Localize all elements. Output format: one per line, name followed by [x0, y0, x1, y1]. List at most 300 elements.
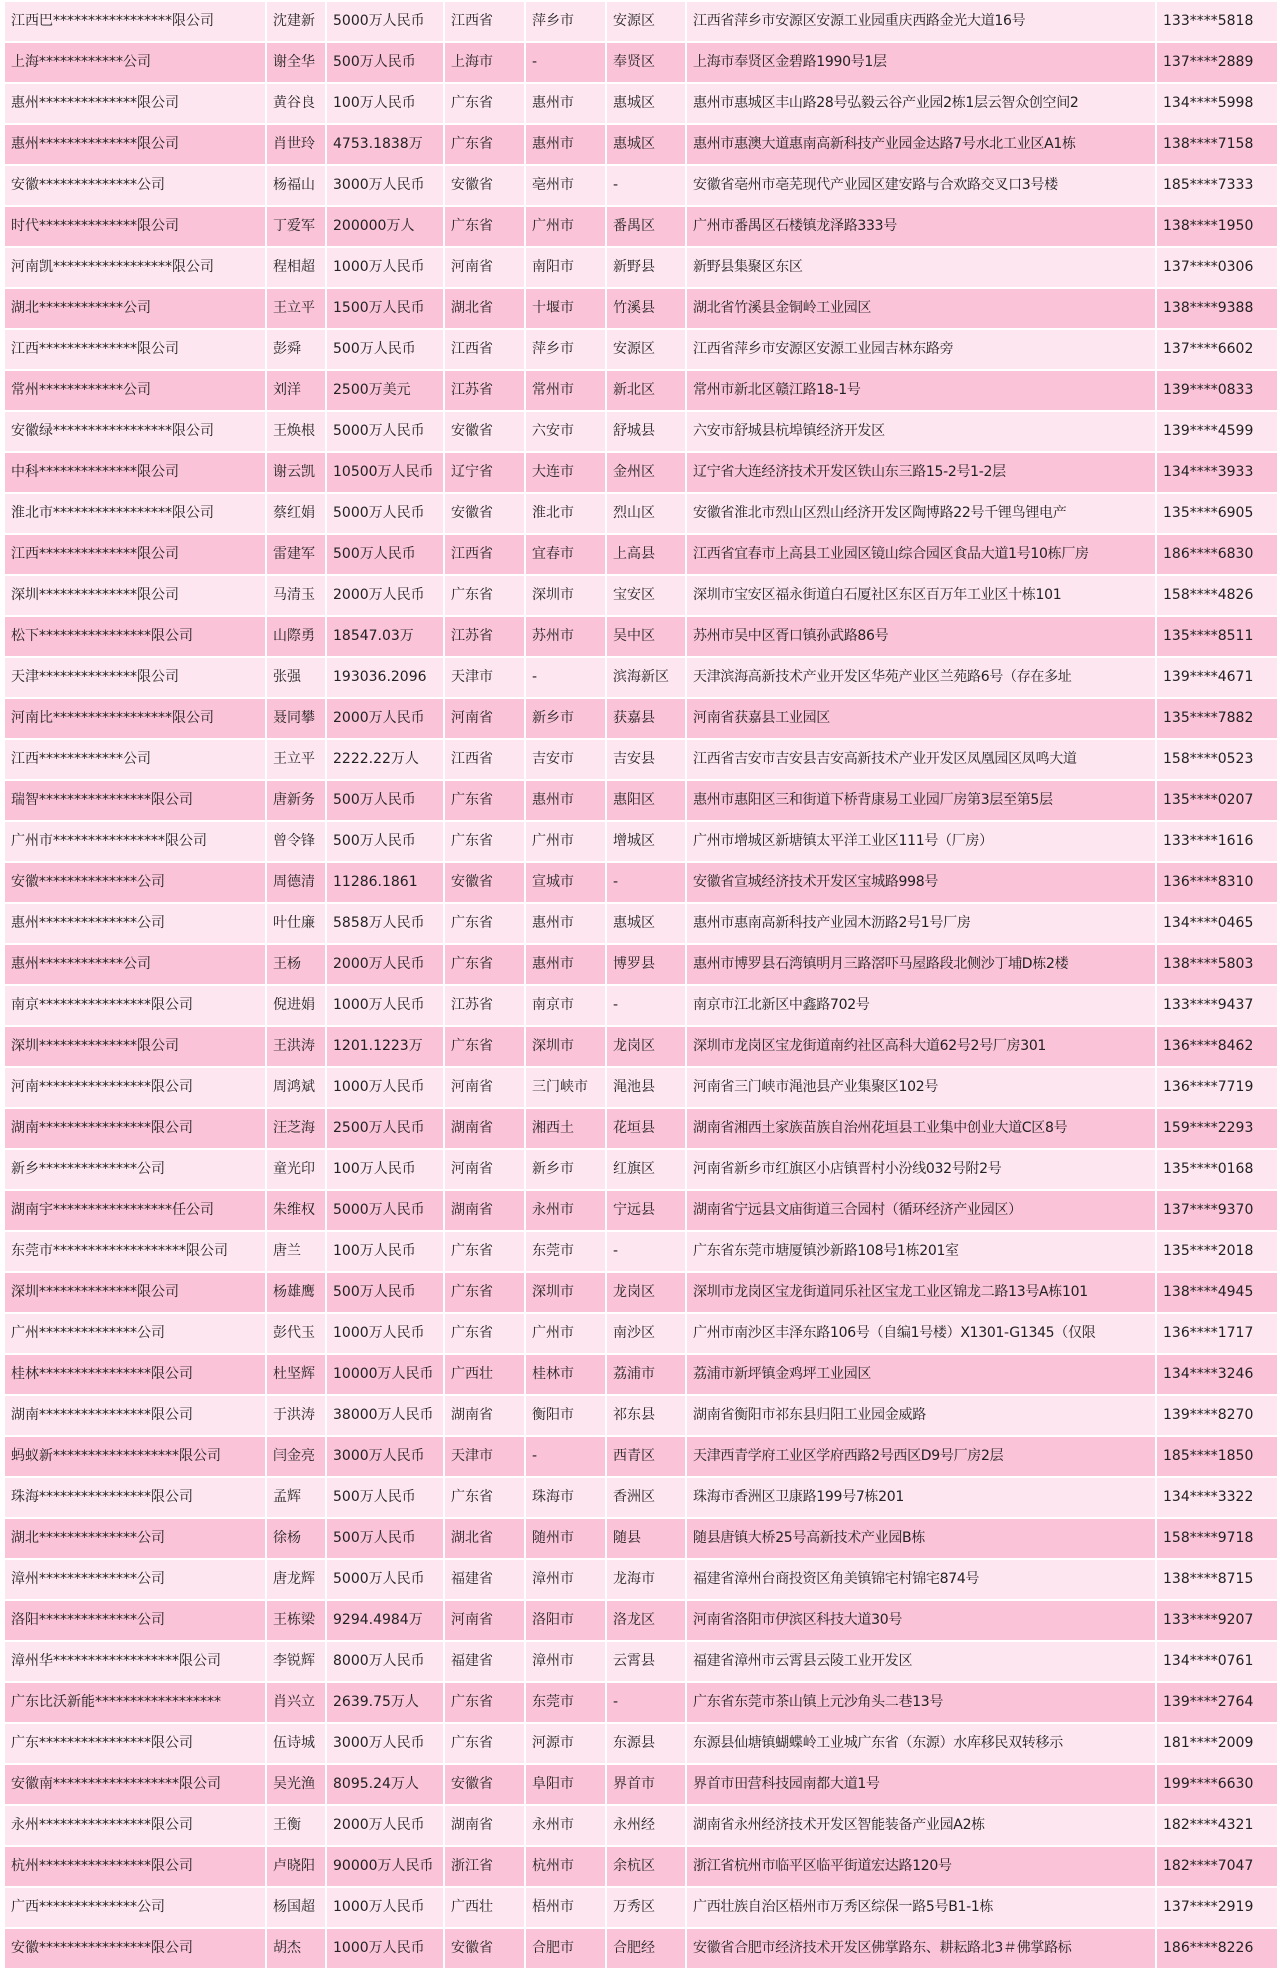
table-row	[4, 944, 1278, 985]
province-cell: 安徽省	[444, 411, 525, 452]
city-cell: 深圳市	[525, 1272, 606, 1313]
phone-cell: 158****9718	[1156, 1518, 1278, 1559]
province-cell: 江西省	[444, 534, 525, 575]
district-cell: 增城区	[606, 821, 686, 862]
district-cell: 界首市	[606, 1764, 686, 1805]
address-cell: 界首市田营科技园南都大道1号	[686, 1764, 1156, 1805]
district-cell: 余杭区	[606, 1846, 686, 1887]
registered-capital-cell: 200000万人	[326, 206, 444, 247]
province-cell: 广东省	[444, 575, 525, 616]
province-cell: 广东省	[444, 1026, 525, 1067]
phone-cell: 138****9388	[1156, 288, 1278, 329]
phone-cell: 137****2889	[1156, 42, 1278, 83]
city-cell: 永州市	[525, 1805, 606, 1846]
phone-cell: 134****3933	[1156, 452, 1278, 493]
province-cell: 河南省	[444, 698, 525, 739]
registered-capital-cell: 10500万人民币	[326, 452, 444, 493]
address-cell: 深圳市龙岗区宝龙街道同乐社区宝龙工业区锦龙二路13号A栋101	[686, 1272, 1156, 1313]
legal-rep-cell: 丁爱军	[266, 206, 326, 247]
company-name-cell: 新乡**************公司	[4, 1149, 266, 1190]
district-cell: 东源县	[606, 1723, 686, 1764]
district-cell: -	[606, 1231, 686, 1272]
registered-capital-cell: 9294.4984万	[326, 1600, 444, 1641]
province-cell: 江西省	[444, 739, 525, 780]
phone-cell: 136****1717	[1156, 1313, 1278, 1354]
legal-rep-cell: 王立平	[266, 288, 326, 329]
city-cell: 宣城市	[525, 862, 606, 903]
city-cell: 漳州市	[525, 1641, 606, 1682]
company-name-cell: 江西************公司	[4, 739, 266, 780]
legal-rep-cell: 闫金亮	[266, 1436, 326, 1477]
legal-rep-cell: 唐龙辉	[266, 1559, 326, 1600]
registered-capital-cell: 4753.1838万	[326, 124, 444, 165]
legal-rep-cell: 杨雄鹰	[266, 1272, 326, 1313]
company-name-cell: 安徽南******************限公司	[4, 1764, 266, 1805]
province-cell: 广东省	[444, 83, 525, 124]
district-cell: 上高县	[606, 534, 686, 575]
registered-capital-cell: 5000万人民币	[326, 493, 444, 534]
address-cell: 湖南省湘西土家族苗族自治州花垣县工业集中创业大道C区8号	[686, 1108, 1156, 1149]
registered-capital-cell: 500万人民币	[326, 1477, 444, 1518]
registered-capital-cell: 10000万人民币	[326, 1354, 444, 1395]
registered-capital-cell: 500万人民币	[326, 821, 444, 862]
phone-cell: 137****0306	[1156, 247, 1278, 288]
legal-rep-cell: 叶仕廉	[266, 903, 326, 944]
registered-capital-cell: 3000万人民币	[326, 1723, 444, 1764]
phone-cell: 138****1950	[1156, 206, 1278, 247]
legal-rep-cell: 童光印	[266, 1149, 326, 1190]
company-name-cell: 江西**************限公司	[4, 534, 266, 575]
table-row	[4, 1477, 1278, 1518]
province-cell: 湖南省	[444, 1190, 525, 1231]
district-cell: 宁远县	[606, 1190, 686, 1231]
province-cell: 天津市	[444, 1436, 525, 1477]
registered-capital-cell: 11286.1861	[326, 862, 444, 903]
table-row	[4, 1354, 1278, 1395]
company-name-cell: 永州****************限公司	[4, 1805, 266, 1846]
district-cell: 安源区	[606, 1, 686, 42]
legal-rep-cell: 张强	[266, 657, 326, 698]
district-cell: 金州区	[606, 452, 686, 493]
district-cell: 惠阳区	[606, 780, 686, 821]
company-name-cell: 湖南****************限公司	[4, 1108, 266, 1149]
legal-rep-cell: 聂同攀	[266, 698, 326, 739]
registered-capital-cell: 2000万人民币	[326, 698, 444, 739]
registered-capital-cell: 1000万人民币	[326, 1313, 444, 1354]
table-row	[4, 1887, 1278, 1928]
legal-rep-cell: 吴光渔	[266, 1764, 326, 1805]
province-cell: 安徽省	[444, 1928, 525, 1969]
registered-capital-cell: 38000万人民币	[326, 1395, 444, 1436]
city-cell: 广州市	[525, 1313, 606, 1354]
province-cell: 广东省	[444, 124, 525, 165]
table-row	[4, 1723, 1278, 1764]
district-cell: -	[606, 165, 686, 206]
district-cell: 祁东县	[606, 1395, 686, 1436]
province-cell: 福建省	[444, 1641, 525, 1682]
address-cell: 深圳市宝安区福永街道白石厦社区东区百万年工业区十栋101	[686, 575, 1156, 616]
district-cell: 吉安县	[606, 739, 686, 780]
city-cell: -	[525, 42, 606, 83]
registered-capital-cell: 8000万人民币	[326, 1641, 444, 1682]
legal-rep-cell: 谢云凯	[266, 452, 326, 493]
city-cell: 惠州市	[525, 124, 606, 165]
table-row	[4, 1436, 1278, 1477]
table-row	[4, 1805, 1278, 1846]
address-cell: 天津西青学府工业区学府西路2号西区D9号厂房2层	[686, 1436, 1156, 1477]
district-cell: 南沙区	[606, 1313, 686, 1354]
table-row	[4, 1231, 1278, 1272]
registered-capital-cell: 2000万人民币	[326, 575, 444, 616]
table-row	[4, 1190, 1278, 1231]
city-cell: 惠州市	[525, 903, 606, 944]
registered-capital-cell: 1201.1223万	[326, 1026, 444, 1067]
table-row	[4, 206, 1278, 247]
phone-cell: 135****8511	[1156, 616, 1278, 657]
province-cell: 广西壮	[444, 1354, 525, 1395]
table-row	[4, 1395, 1278, 1436]
province-cell: 江苏省	[444, 985, 525, 1026]
registered-capital-cell: 100万人民币	[326, 83, 444, 124]
phone-cell: 134****3322	[1156, 1477, 1278, 1518]
company-name-cell: 洛阳**************公司	[4, 1600, 266, 1641]
legal-rep-cell: 王栋梁	[266, 1600, 326, 1641]
province-cell: 广东省	[444, 1231, 525, 1272]
district-cell: 渑池县	[606, 1067, 686, 1108]
company-name-cell: 珠海****************限公司	[4, 1477, 266, 1518]
province-cell: 河南省	[444, 1149, 525, 1190]
phone-cell: 158****0523	[1156, 739, 1278, 780]
table-row	[4, 329, 1278, 370]
registered-capital-cell: 1000万人民币	[326, 985, 444, 1026]
address-cell: 珠海市香洲区卫康路199号7栋201	[686, 1477, 1156, 1518]
city-cell: 萍乡市	[525, 1, 606, 42]
city-cell: 广州市	[525, 206, 606, 247]
registered-capital-cell: 5000万人民币	[326, 411, 444, 452]
registered-capital-cell: 2500万人民币	[326, 1108, 444, 1149]
province-cell: 广东省	[444, 1272, 525, 1313]
address-cell: 江西省萍乡市安源区安源工业园吉林东路旁	[686, 329, 1156, 370]
company-name-cell: 杭州****************限公司	[4, 1846, 266, 1887]
phone-cell: 138****5803	[1156, 944, 1278, 985]
province-cell: 安徽省	[444, 1764, 525, 1805]
phone-cell: 186****8226	[1156, 1928, 1278, 1969]
district-cell: -	[606, 985, 686, 1026]
address-cell: 广州市南沙区丰泽东路106号（自编1号楼）X1301-G1345（仅限	[686, 1313, 1156, 1354]
table-row	[4, 493, 1278, 534]
registered-capital-cell: 2000万人民币	[326, 944, 444, 985]
table-row	[4, 534, 1278, 575]
legal-rep-cell: 杨福山	[266, 165, 326, 206]
phone-cell: 185****7333	[1156, 165, 1278, 206]
phone-cell: 136****8462	[1156, 1026, 1278, 1067]
phone-cell: 138****7158	[1156, 124, 1278, 165]
company-name-cell: 湖北**************公司	[4, 1518, 266, 1559]
phone-cell: 137****6602	[1156, 329, 1278, 370]
company-name-cell: 河南比*****************限公司	[4, 698, 266, 739]
company-name-cell: 河南凯*****************限公司	[4, 247, 266, 288]
registered-capital-cell: 5000万人民币	[326, 1190, 444, 1231]
city-cell: 亳州市	[525, 165, 606, 206]
table-row	[4, 1026, 1278, 1067]
table-row	[4, 1149, 1278, 1190]
registered-capital-cell: 2222.22万人	[326, 739, 444, 780]
company-name-cell: 南京****************限公司	[4, 985, 266, 1026]
company-name-cell: 广州**************公司	[4, 1313, 266, 1354]
address-cell: 湖南省永州经济技术开发区智能装备产业园A2栋	[686, 1805, 1156, 1846]
legal-rep-cell: 蔡红娟	[266, 493, 326, 534]
registered-capital-cell: 500万人民币	[326, 1272, 444, 1313]
address-cell: 浙江省杭州市临平区临平街道宏达路120号	[686, 1846, 1156, 1887]
phone-cell: 182****7047	[1156, 1846, 1278, 1887]
registered-capital-cell: 8095.24万人	[326, 1764, 444, 1805]
address-cell: 新野县集聚区东区	[686, 247, 1156, 288]
district-cell: 龙海市	[606, 1559, 686, 1600]
district-cell: 龙岗区	[606, 1272, 686, 1313]
province-cell: 广东省	[444, 944, 525, 985]
address-cell: 安徽省宣城经济技术开发区宝城路998号	[686, 862, 1156, 903]
address-cell: 惠州市惠澳大道惠南高新科技产业园金达路7号水北工业区A1栋	[686, 124, 1156, 165]
address-cell: 随县唐镇大桥25号高新技术产业园B栋	[686, 1518, 1156, 1559]
company-name-cell: 漳州华******************限公司	[4, 1641, 266, 1682]
address-cell: 南京市江北新区中鑫路702号	[686, 985, 1156, 1026]
legal-rep-cell: 汪芝海	[266, 1108, 326, 1149]
address-cell: 天津滨海高新技术产业开发区华苑产业区兰苑路6号（存在多址	[686, 657, 1156, 698]
city-cell: 苏州市	[525, 616, 606, 657]
legal-rep-cell: 彭舜	[266, 329, 326, 370]
address-cell: 深圳市龙岗区宝龙街道南约社区高科大道62号2号厂房301	[686, 1026, 1156, 1067]
company-name-cell: 广东****************限公司	[4, 1723, 266, 1764]
address-cell: 惠州市惠阳区三和街道下桥背康易工业园厂房第3层至第5层	[686, 780, 1156, 821]
district-cell: 番禺区	[606, 206, 686, 247]
province-cell: 江西省	[444, 329, 525, 370]
phone-cell: 138****4945	[1156, 1272, 1278, 1313]
table-row	[4, 1559, 1278, 1600]
city-cell: 大连市	[525, 452, 606, 493]
table-row	[4, 1518, 1278, 1559]
city-cell: 湘西土	[525, 1108, 606, 1149]
address-cell: 湖南省衡阳市祁东县归阳工业园金威路	[686, 1395, 1156, 1436]
company-name-cell: 江西**************限公司	[4, 329, 266, 370]
legal-rep-cell: 王杨	[266, 944, 326, 985]
table-row	[4, 1600, 1278, 1641]
city-cell: 广州市	[525, 821, 606, 862]
district-cell: 合肥经	[606, 1928, 686, 1969]
address-cell: 河南省洛阳市伊滨区科技大道30号	[686, 1600, 1156, 1641]
city-cell: 惠州市	[525, 944, 606, 985]
district-cell: 奉贤区	[606, 42, 686, 83]
company-name-cell: 漳州**************公司	[4, 1559, 266, 1600]
table-row	[4, 83, 1278, 124]
company-name-cell: 惠州**************公司	[4, 903, 266, 944]
phone-cell: 139****4599	[1156, 411, 1278, 452]
legal-rep-cell: 唐兰	[266, 1231, 326, 1272]
table-row	[4, 165, 1278, 206]
registered-capital-cell: 500万人民币	[326, 534, 444, 575]
legal-rep-cell: 于洪涛	[266, 1395, 326, 1436]
district-cell: 滨海新区	[606, 657, 686, 698]
phone-cell: 138****8715	[1156, 1559, 1278, 1600]
legal-rep-cell: 马清玉	[266, 575, 326, 616]
company-name-cell: 湖南****************限公司	[4, 1395, 266, 1436]
city-cell: 淮北市	[525, 493, 606, 534]
legal-rep-cell: 黄谷良	[266, 83, 326, 124]
company-name-cell: 常州************公司	[4, 370, 266, 411]
address-cell: 常州市新北区赣江路18-1号	[686, 370, 1156, 411]
table-row	[4, 1272, 1278, 1313]
legal-rep-cell: 曾令锋	[266, 821, 326, 862]
city-cell: 南京市	[525, 985, 606, 1026]
table-row	[4, 42, 1278, 83]
address-cell: 河南省三门峡市渑池县产业集聚区102号	[686, 1067, 1156, 1108]
district-cell: 随县	[606, 1518, 686, 1559]
legal-rep-cell: 彭代玉	[266, 1313, 326, 1354]
province-cell: 江西省	[444, 1, 525, 42]
province-cell: 上海市	[444, 42, 525, 83]
company-name-cell: 湖北************公司	[4, 288, 266, 329]
district-cell: 云霄县	[606, 1641, 686, 1682]
registered-capital-cell: 100万人民币	[326, 1231, 444, 1272]
registered-capital-cell: 3000万人民币	[326, 165, 444, 206]
province-cell: 福建省	[444, 1559, 525, 1600]
table-row	[4, 575, 1278, 616]
table-row	[4, 657, 1278, 698]
district-cell: -	[606, 1682, 686, 1723]
province-cell: 广东省	[444, 780, 525, 821]
legal-rep-cell: 杨国超	[266, 1887, 326, 1928]
legal-rep-cell: 程相超	[266, 247, 326, 288]
company-name-cell: 广西**************公司	[4, 1887, 266, 1928]
table-row	[4, 1, 1278, 42]
district-cell: 竹溪县	[606, 288, 686, 329]
company-name-cell: 深圳**************限公司	[4, 1272, 266, 1313]
province-cell: 河南省	[444, 1067, 525, 1108]
address-cell: 上海市奉贤区金碧路1990号1层	[686, 42, 1156, 83]
phone-cell: 136****8310	[1156, 862, 1278, 903]
table-row	[4, 780, 1278, 821]
registered-capital-cell: 5858万人民币	[326, 903, 444, 944]
phone-cell: 139****4671	[1156, 657, 1278, 698]
city-cell: 萍乡市	[525, 329, 606, 370]
table-row	[4, 1313, 1278, 1354]
legal-rep-cell: 朱维权	[266, 1190, 326, 1231]
registered-capital-cell: 1500万人民币	[326, 288, 444, 329]
city-cell: 深圳市	[525, 575, 606, 616]
phone-cell: 158****4826	[1156, 575, 1278, 616]
table-row	[4, 903, 1278, 944]
address-cell: 江西省吉安市吉安县吉安高新技术产业开发区凤凰园区凤鸣大道	[686, 739, 1156, 780]
registered-capital-cell: 2639.75万人	[326, 1682, 444, 1723]
company-name-cell: 天津**************限公司	[4, 657, 266, 698]
province-cell: 湖北省	[444, 288, 525, 329]
address-cell: 苏州市吴中区胥口镇孙武路86号	[686, 616, 1156, 657]
legal-rep-cell: 胡杰	[266, 1928, 326, 1969]
company-name-cell: 安徽****************限公司	[4, 1928, 266, 1969]
address-cell: 湖南省宁远县文庙街道三合园村（循环经济产业园区）	[686, 1190, 1156, 1231]
city-cell: 河源市	[525, 1723, 606, 1764]
phone-cell: 134****5998	[1156, 83, 1278, 124]
city-cell: -	[525, 657, 606, 698]
legal-rep-cell: 雷建军	[266, 534, 326, 575]
city-cell: 阜阳市	[525, 1764, 606, 1805]
province-cell: 湖南省	[444, 1108, 525, 1149]
address-cell: 广东省东莞市茶山镇上元沙角头二巷13号	[686, 1682, 1156, 1723]
province-cell: 广东省	[444, 821, 525, 862]
registered-capital-cell: 500万人民币	[326, 1518, 444, 1559]
address-cell: 东源县仙塘镇蝴蝶岭工业城广东省（东源）水库移民双转移示	[686, 1723, 1156, 1764]
district-cell: 万秀区	[606, 1887, 686, 1928]
phone-cell: 134****0761	[1156, 1641, 1278, 1682]
legal-rep-cell: 王焕根	[266, 411, 326, 452]
city-cell: 新乡市	[525, 698, 606, 739]
legal-rep-cell: 王衡	[266, 1805, 326, 1846]
district-cell: 新野县	[606, 247, 686, 288]
phone-cell: 133****9207	[1156, 1600, 1278, 1641]
company-name-cell: 安徽**************公司	[4, 862, 266, 903]
table-body	[4, 1, 1278, 1969]
district-cell: 宝安区	[606, 575, 686, 616]
table-row	[4, 821, 1278, 862]
district-cell: 惠城区	[606, 903, 686, 944]
legal-rep-cell: 肖兴立	[266, 1682, 326, 1723]
table-row	[4, 452, 1278, 493]
province-cell: 安徽省	[444, 493, 525, 534]
address-cell: 广东省东莞市塘厦镇沙新路108号1栋201室	[686, 1231, 1156, 1272]
table-row	[4, 288, 1278, 329]
province-cell: 广东省	[444, 1682, 525, 1723]
city-cell: 惠州市	[525, 83, 606, 124]
district-cell: 永州经	[606, 1805, 686, 1846]
address-cell: 惠州市惠城区丰山路28号弘毅云谷产业园2栋1层云智众创空间2	[686, 83, 1156, 124]
district-cell: 吴中区	[606, 616, 686, 657]
registered-capital-cell: 5000万人民币	[326, 1, 444, 42]
company-name-cell: 蚂蚁新******************限公司	[4, 1436, 266, 1477]
address-cell: 广州市增城区新塘镇太平洋工业区111号（厂房）	[686, 821, 1156, 862]
address-cell: 安徽省合肥市经济技术开发区佛掌路东、耕耘路北3＃佛掌路标	[686, 1928, 1156, 1969]
province-cell: 湖北省	[444, 1518, 525, 1559]
province-cell: 广东省	[444, 1477, 525, 1518]
district-cell: 西青区	[606, 1436, 686, 1477]
district-cell: 惠城区	[606, 83, 686, 124]
phone-cell: 133****9437	[1156, 985, 1278, 1026]
city-cell: 洛阳市	[525, 1600, 606, 1641]
legal-rep-cell: 伍诗城	[266, 1723, 326, 1764]
company-name-cell: 河南****************限公司	[4, 1067, 266, 1108]
company-name-cell: 江西巴*****************限公司	[4, 1, 266, 42]
address-cell: 辽宁省大连经济技术开发区铁山东三路15-2号1-2层	[686, 452, 1156, 493]
phone-cell: 134****3246	[1156, 1354, 1278, 1395]
phone-cell: 135****6905	[1156, 493, 1278, 534]
phone-cell: 134****0465	[1156, 903, 1278, 944]
table-row	[4, 862, 1278, 903]
city-cell: 吉安市	[525, 739, 606, 780]
province-cell: 江苏省	[444, 616, 525, 657]
district-cell: 获嘉县	[606, 698, 686, 739]
city-cell: 珠海市	[525, 1477, 606, 1518]
phone-cell: 139****2764	[1156, 1682, 1278, 1723]
table-row	[4, 739, 1278, 780]
address-cell: 湖北省竹溪县金铜岭工业园区	[686, 288, 1156, 329]
city-cell: 杭州市	[525, 1846, 606, 1887]
registered-capital-cell: 2500万美元	[326, 370, 444, 411]
registered-capital-cell: 3000万人民币	[326, 1436, 444, 1477]
company-name-cell: 安徽绿*****************限公司	[4, 411, 266, 452]
company-name-cell: 上海************公司	[4, 42, 266, 83]
address-cell: 河南省获嘉县工业园区	[686, 698, 1156, 739]
address-cell: 六安市舒城县杭埠镇经济开发区	[686, 411, 1156, 452]
phone-cell: 135****0168	[1156, 1149, 1278, 1190]
city-cell: 衡阳市	[525, 1395, 606, 1436]
